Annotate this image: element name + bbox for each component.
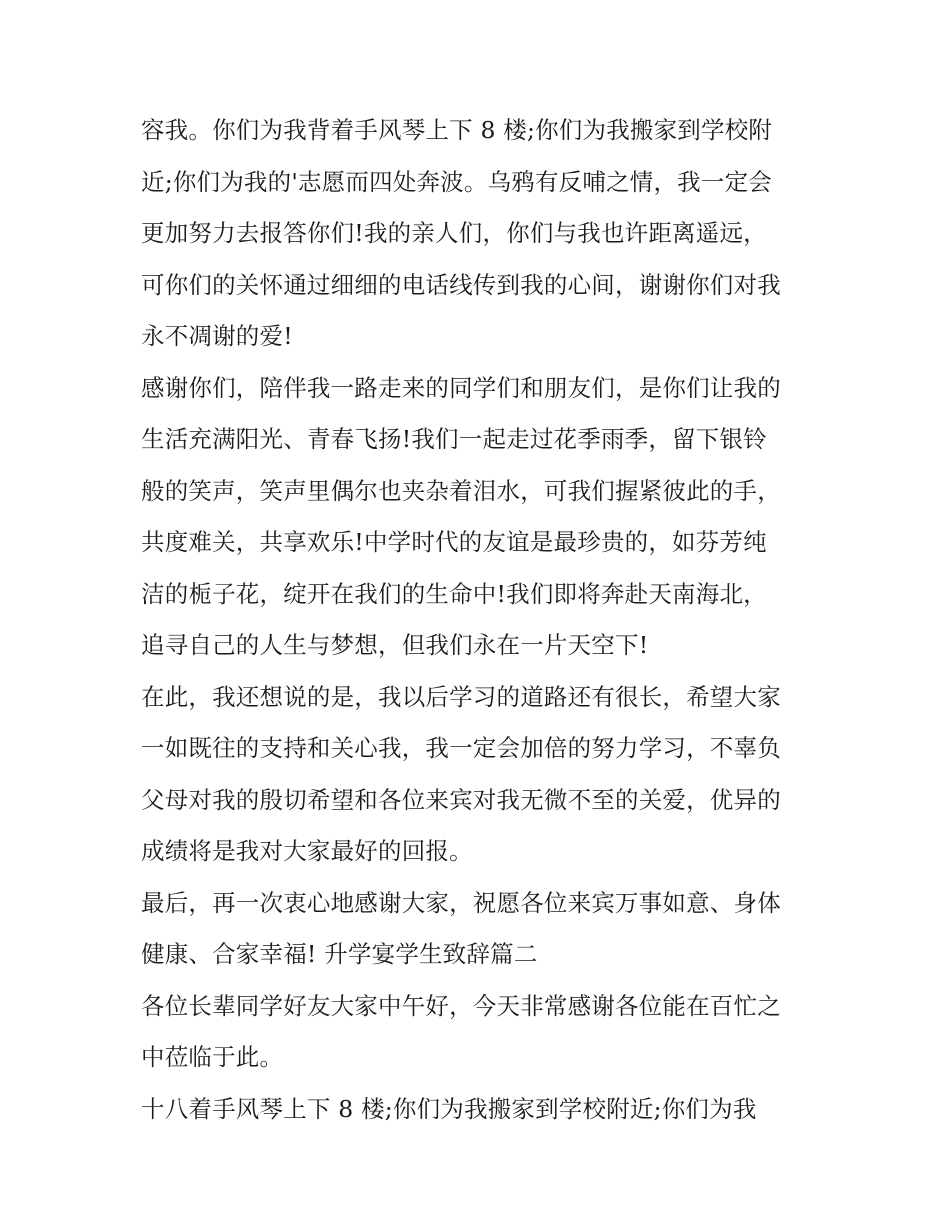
text-line: 生活充满阳光、青春飞扬!我们一起走过花季雨季，留下银铃 (141, 425, 767, 453)
text-line: 共度难关，共享欢乐!中学时代的友谊是最珍贵的，如芬芳纯 (141, 528, 767, 556)
body-text (141, 105, 821, 1135)
text-line: 近;你们为我的'志愿而四处奔波。乌鸦有反哺之情，我一定会 (141, 167, 772, 196)
text-line: 容我。你们为我背着手风琴上下 8 楼;你们为我搬家到学校附 (141, 116, 773, 144)
text-line: 一如既往的支持和关心我，我一定会加倍的努力学习，不辜负 (141, 734, 781, 762)
text-line: 在此，我还想说的是，我以后学习的道路还有很长，希望大家 (141, 682, 781, 711)
text-line: 洁的栀子花，绽开在我们的生命中!我们即将奔赴天南海北， (141, 579, 767, 608)
text-line: 中莅临于此。 (141, 1043, 284, 1071)
text-line: 追寻自己的人生与梦想，但我们永在一片天空下! (141, 631, 649, 659)
text-line: 可你们的关怀通过细细的电话线传到我的心间，谢谢你们对我 (141, 270, 781, 299)
text-line: 最后，再一次衷心地感谢大家，祝愿各位来宾万事如意、身体 (141, 888, 781, 917)
text-line: 永不凋谢的爱! (141, 322, 293, 350)
text-line: 各位长辈同学好友大家中午好，今天非常感谢各位能在百忙之 (141, 991, 781, 1020)
text-line: 十八着手风琴上下 8 楼;你们为我搬家到学校附近;你们为我 (141, 1094, 757, 1123)
text-line: 父母对我的殷切希望和各位来宾对我无微不至的关爱，优异的 (141, 785, 781, 814)
text-line: 成绩将是我对大家最好的回报。 (141, 837, 473, 865)
text-line: 健康、合家幸福! 升学宴学生致辞篇二 (141, 940, 538, 968)
text-line: 般的笑声，笑声里偶尔也夹杂着泪水，可我们握紧彼此的手， (141, 476, 781, 505)
text-line: 感谢你们，陪伴我一路走来的同学们和朋友们，是你们让我的 (141, 373, 781, 402)
text-line: 更加努力去报答你们!我的亲人们，你们与我也许距离遥远， (141, 219, 767, 247)
